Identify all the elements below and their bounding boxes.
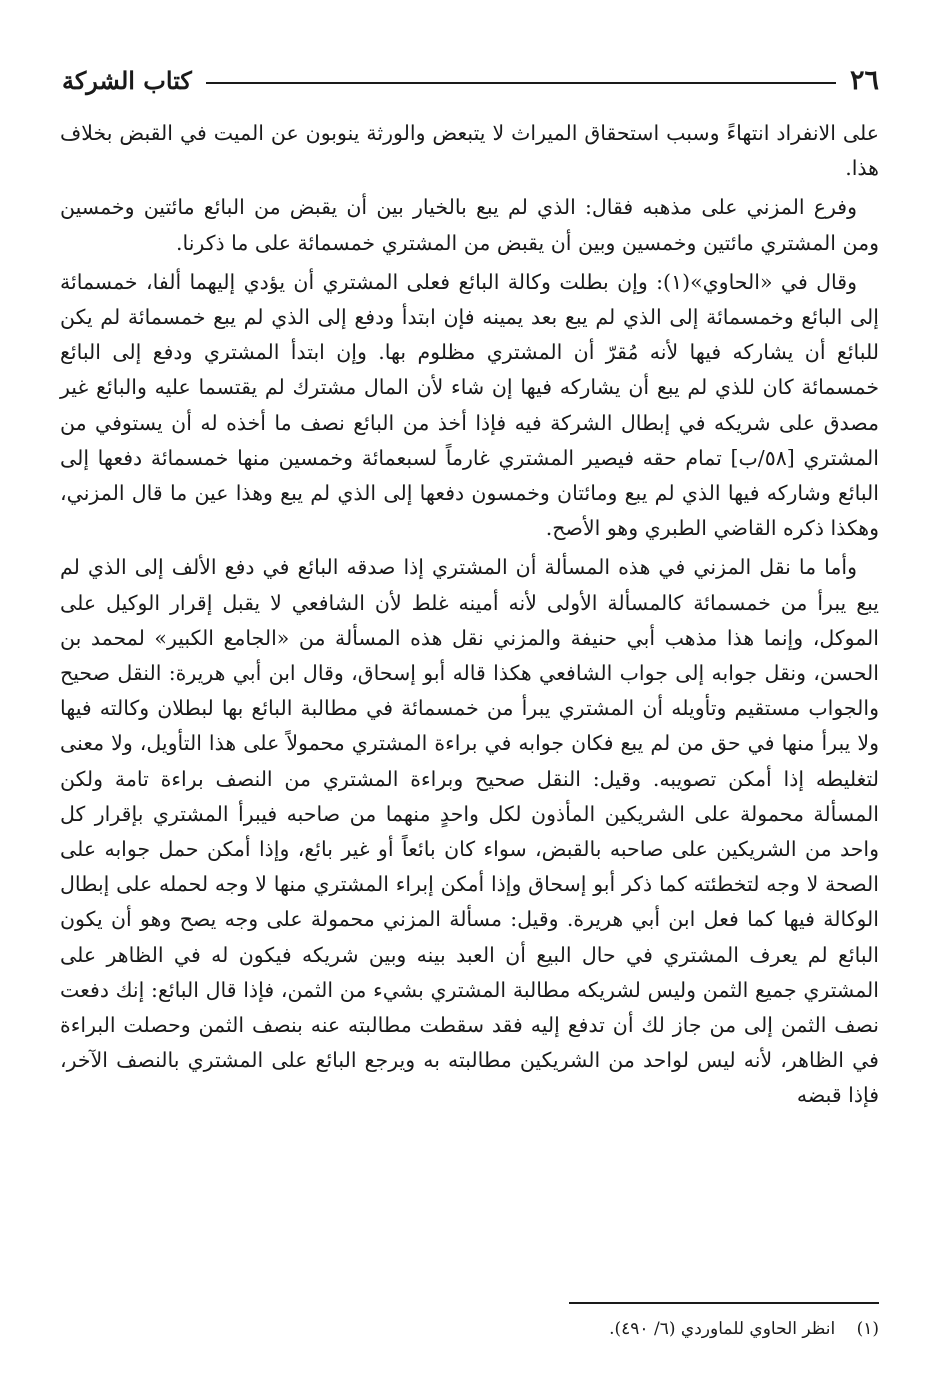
header-rule — [206, 82, 836, 84]
page-number: ٢٦ — [849, 64, 879, 96]
paragraph-4: وأما ما نقل المزني في هذه المسألة أن المشتري إذا صدقه البائع في دفع الألف إلى الذي لم يبع يبرأ من خمسمائة كالمسألة الأولى لأنه أمينه غلط لأن الشافعي لا يقبل إقرار الوكيل على الموكل، وإنما هذا مذهب أبي حنيفة والمزني نقل هذه المسألة من «الجامع الكبير» لمحمد بن الحسن، ونقل جوابه إلى جواب الشافعي هكذا قاله أبو إسحاق، وقال ابن أبي هريرة: النقل صحيح والجواب مستقيم وتأويله أن المشتري يبرأ من خمسمائة في مطالبة البائع بها لبطلان وكالته فيها ولا يبرأ منها في حق من لم يبع فكان جوابه في براءة المشتري محمولاً على هذا التأويل، ولا معنى لتغليطه إذا أمكن تصويبه. وقيل: النقل صحيح وبراءة المشتري من النصف براءة تامة ولكن المسألة محمولة على الشريكين المأذون لكل واحدٍ منهما من صاحبه فيبرأ المشتري بإقرار كل واحد من الشريكين على صاحبه بالقبض، سواء كان بائعاً أو غير بائع، وإذا أمكن حمل جوابه على الصحة لا وجه لتخطئته كما ذكر أبو إسحاق وإذا أمكن إبراء المشتري منها لا وجه لحمله على إبطال الوكالة فيها كما فعل ابن أبي هريرة. وقيل: مسألة المزني محمولة على وجه يصح وهو أن يكون البائع لم يعرف المشتري في حال البيع أن العبد بينه وبين شريكه فيكون له في الظاهر على المشتري جميع الثمن وليس لشريكه مطالبة المشتري بشيء من الثمن، فإذا قال البائع: إنك دفعت نصف الثمن إلى من جاز لك أن تدفع إليه فقد سقطت مطالبته عنه بنصف الثمن وحصلت البراءة في الظاهر، لأنه ليس لواحد من الشريكين مطالبته به ويرجع البائع على المشتري بالنصف الآخر، فإذا قبضه — [60, 555, 879, 1108]
footnote-marker: (١) — [856, 1319, 879, 1339]
footnote-text: انظر الحاوي للماوردي (٦/ ٤٩٠). — [609, 1319, 836, 1339]
running-header — [62, 60, 879, 100]
paragraph-3: وقال في «الحاوي»(١): وإن بطلت وكالة البائع فعلى المشتري أن يؤدي إليهما ألفا، خمسمائة إلى البائع وخمسمائة إلى الذي لم يبع بعد يمينه فإن ابتدأ ودفع إلى الذي لم يبع خمسمائة لم يكن للبائع أن يشاركه فيها لأنه مُقرّ أن المشتري مظلوم بها. وإن ابتدأ المشتري ودفع إلى البائع خمسمائة كان للذي لم يبع أن يشاركه فيها إن شاء لأن المال مشترك لم يقتسما عليه والبائع غير مصدق على شريكه في إبطال الشركة فيه فإذا أخذ من البائع نصف ما أخذه له أن يستوفي من المشتري [٥٨/ب] تمام حقه فيصير المشتري غارماً لسبعمائة وخمسين منها خمسمائة دفعها إلى البائع وشاركه فيها الذي لم يبع ومائتان وخمسون دفعها إلى الذي لم يبع وهذا عين ما قال المزني، وهكذا ذكره القاضي الطبري وهو الأصح. — [60, 269, 879, 541]
footnote-rule — [569, 1302, 879, 1304]
body-text — [60, 116, 879, 1118]
footnote — [60, 1316, 879, 1342]
paragraph-1: على الانفراد انتهاءً وسبب استحقاق الميراث لا يتبعض والورثة ينوبون عن الميت في القبض بخلاف هذا. — [60, 121, 879, 181]
paragraph-2: وفرع المزني على مذهبه فقال: الذي لم يبع بالخيار بين أن يقبض من البائع مائتين وخمسين ومن المشتري مائتين وخمسين وبين أن يقبض من المشتري خمسمائة على ما ذكرنا. — [60, 195, 879, 255]
book-title: كتاب الشركة — [62, 65, 192, 95]
